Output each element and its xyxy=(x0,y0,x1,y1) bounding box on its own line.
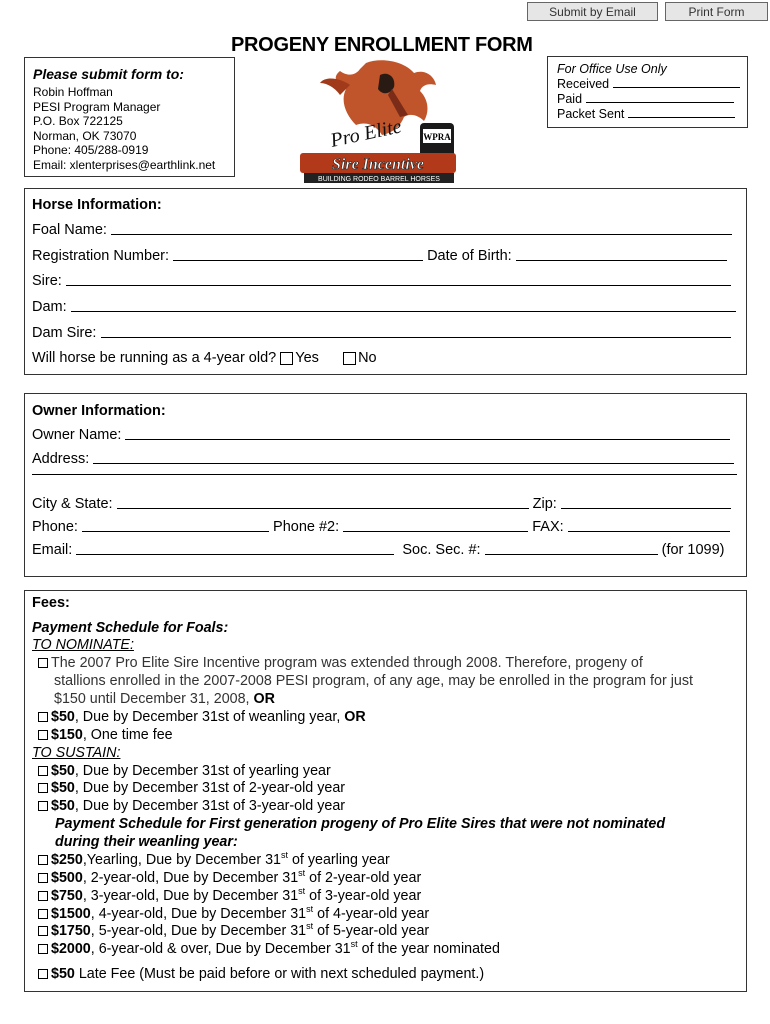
address-line: Phone: 405/288-0919 xyxy=(33,143,149,157)
address-line2-row xyxy=(32,473,737,478)
extended-text-line1: The 2007 Pro Elite Sire Incentive program was extended through 2008. Therefore, progeny of xyxy=(51,655,643,671)
city-state-label: City & State: xyxy=(32,496,113,512)
office-paid-row xyxy=(557,92,747,107)
fee-amount: $50 xyxy=(51,780,75,796)
dam-sire-row xyxy=(32,325,731,341)
first-gen-heading-line2: during their weanling year: xyxy=(55,834,238,850)
fee-amount: $2000 xyxy=(51,941,91,957)
dam-field[interactable] xyxy=(71,310,736,312)
fee-text: , 3-year-old, Due by December 31 xyxy=(82,888,299,904)
fee-amount: $1750 xyxy=(51,923,91,939)
fee-text: of yearling year xyxy=(287,852,390,868)
first-gen-option xyxy=(38,922,429,940)
dam-sire-label: Dam Sire: xyxy=(32,325,97,341)
office-received-line[interactable] xyxy=(613,77,740,88)
extended-text-line3a: $150 until December 31, 2008, xyxy=(54,691,254,707)
sustain-checkbox[interactable] xyxy=(38,801,48,811)
address-line: P.O. Box 722125 xyxy=(33,114,123,128)
date-of-birth-label: Date of Birth: xyxy=(427,248,512,264)
sire-label: Sire: xyxy=(32,273,62,289)
foal-name-label: Foal Name: xyxy=(32,222,107,238)
address-line: Email: xlenterprises@earthlink.net xyxy=(33,157,216,172)
yes-checkbox[interactable] xyxy=(280,352,293,365)
extended-option xyxy=(38,654,643,672)
fax-field[interactable] xyxy=(568,530,730,532)
zip-field[interactable] xyxy=(561,507,731,509)
sustain-option xyxy=(38,762,331,780)
ordinal-suffix: st xyxy=(298,886,306,897)
nominate-option-2 xyxy=(38,726,173,744)
fee-amount: $50 xyxy=(51,798,75,814)
fee-text: , 4-year-old, Due by December 31 xyxy=(90,906,307,922)
logo-line2: Sire Incentive xyxy=(332,156,424,173)
ordinal-suffix: st xyxy=(280,850,288,861)
dam-sire-field[interactable] xyxy=(101,336,731,338)
office-received-label: Received xyxy=(557,77,610,91)
city-state-field[interactable] xyxy=(117,507,529,509)
office-paid-label: Paid xyxy=(557,92,583,106)
fee-text: , 5-year-old, Due by December 31 xyxy=(90,923,307,939)
fee-text: of 2-year-old year xyxy=(305,870,422,886)
ssn-label: Soc. Sec. #: xyxy=(402,542,481,558)
registration-number-field[interactable] xyxy=(173,259,423,261)
four-year-old-question: Will horse be running as a 4-year old? xyxy=(32,350,277,366)
dam-label: Dam: xyxy=(32,299,67,315)
address-field[interactable] xyxy=(93,462,734,464)
fee-text: , 2-year-old, Due by December 31 xyxy=(82,870,299,886)
fee-amount: $50 xyxy=(51,966,75,982)
address-line: Norman, OK 73070 xyxy=(33,128,137,143)
zip-label: Zip: xyxy=(532,496,557,512)
or-text: OR xyxy=(344,709,366,725)
first-gen-option xyxy=(38,905,429,923)
owner-name-label: Owner Name: xyxy=(32,427,122,443)
fee-text: , 6-year-old & over, Due by December 31 xyxy=(90,941,351,957)
submit-by-email-button[interactable]: Submit by Email xyxy=(527,2,658,21)
no-checkbox[interactable] xyxy=(343,352,356,365)
ordinal-suffix: st xyxy=(350,939,358,950)
sustain-option xyxy=(38,779,345,797)
fee-amount: $50 xyxy=(51,763,75,779)
no-label: No xyxy=(358,350,377,366)
fee-text: , Due by December 31st of yearling year xyxy=(74,763,331,779)
fee-text: of 4-year-old year xyxy=(313,906,430,922)
extended-checkbox[interactable] xyxy=(38,658,48,668)
fax-label: FAX: xyxy=(532,519,564,535)
late-fee-checkbox[interactable] xyxy=(38,969,48,979)
fee-amount: $50 xyxy=(51,709,75,725)
registration-number-label: Registration Number: xyxy=(32,248,169,264)
fee-text: , Due by December 31st of weanling year, xyxy=(74,709,345,725)
date-of-birth-field[interactable] xyxy=(516,259,727,261)
address-line: Robin Hoffman xyxy=(33,85,113,99)
fee-text: Late Fee (Must be paid before or with next scheduled payment.) xyxy=(74,966,485,982)
pro-elite-logo xyxy=(296,55,461,185)
form-title: PROGENY ENROLLMENT FORM xyxy=(231,34,533,56)
four-year-old-row xyxy=(32,350,377,366)
print-form-button[interactable]: Print Form xyxy=(665,2,768,21)
first-gen-checkbox[interactable] xyxy=(38,926,48,936)
address-line2-field[interactable] xyxy=(32,473,737,475)
phone2-field[interactable] xyxy=(343,530,528,532)
fee-text: of 5-year-old year xyxy=(313,923,430,939)
phone-field[interactable] xyxy=(82,530,269,532)
fee-amount: $1500 xyxy=(51,906,91,922)
first-gen-checkbox[interactable] xyxy=(38,944,48,954)
logo-line1: Pro Elite xyxy=(328,115,404,152)
fee-text: of the year nominated xyxy=(357,941,500,957)
first-gen-option xyxy=(38,851,390,869)
ordinal-suffix: st xyxy=(306,904,314,915)
office-paid-line[interactable] xyxy=(586,92,734,103)
to-nominate-heading: TO NOMINATE: xyxy=(32,637,134,653)
nominate-50-checkbox[interactable] xyxy=(38,712,48,722)
fee-amount: $500 xyxy=(51,870,83,886)
submit-to-box xyxy=(24,57,235,177)
sustain-checkbox[interactable] xyxy=(38,766,48,776)
fee-text: ,Yearling, Due by December 31 xyxy=(82,852,281,868)
logo-badge-text: WPRA xyxy=(423,132,451,142)
horse-info-heading: Horse Information: xyxy=(32,197,162,213)
fee-amount: $750 xyxy=(51,888,83,904)
sire-row xyxy=(32,273,731,289)
office-received-row xyxy=(557,77,747,92)
address-line: PESI Program Manager xyxy=(33,99,161,114)
extended-text-line3 xyxy=(54,690,275,708)
office-packet-line[interactable] xyxy=(628,107,735,118)
first-gen-option xyxy=(38,940,500,958)
fee-amount: $250 xyxy=(51,852,83,868)
phone-label: Phone: xyxy=(32,519,78,535)
ordinal-suffix: st xyxy=(306,921,314,932)
office-use-box xyxy=(547,56,748,128)
for-1099-note: (for 1099) xyxy=(661,542,725,558)
fee-text: of 3-year-old year xyxy=(305,888,422,904)
email-field[interactable] xyxy=(76,553,394,555)
sustain-option xyxy=(38,797,345,815)
nominate-150-checkbox[interactable] xyxy=(38,730,48,740)
foal-name-row xyxy=(32,222,732,238)
yes-label: Yes xyxy=(295,350,319,366)
email-row xyxy=(32,542,725,558)
or-text: OR xyxy=(253,691,275,707)
first-gen-checkbox[interactable] xyxy=(38,873,48,883)
first-gen-option xyxy=(38,887,421,905)
to-sustain-heading: TO SUSTAIN: xyxy=(32,745,121,761)
first-gen-checkbox[interactable] xyxy=(38,855,48,865)
email-label: Email: xyxy=(32,542,73,558)
late-fee-option xyxy=(38,965,484,983)
fee-text: , Due by December 31st of 2-year-old year xyxy=(74,780,346,796)
sire-field[interactable] xyxy=(66,284,731,286)
office-packet-row xyxy=(557,107,747,122)
first-gen-checkbox[interactable] xyxy=(38,891,48,901)
owner-info-heading: Owner Information: xyxy=(32,403,166,419)
fee-text: , One time fee xyxy=(82,727,173,743)
registration-row xyxy=(32,248,727,264)
phone-row xyxy=(32,519,730,535)
fee-text: , Due by December 31st of 3-year-old year xyxy=(74,798,346,814)
ordinal-suffix: st xyxy=(298,868,306,879)
phone2-label: Phone #2: xyxy=(273,519,340,535)
fee-amount: $150 xyxy=(51,727,83,743)
dam-row xyxy=(32,299,736,315)
office-packet-label: Packet Sent xyxy=(557,107,625,121)
owner-name-row xyxy=(32,427,730,443)
foal-name-field[interactable] xyxy=(111,233,732,235)
first-gen-heading-line1: Payment Schedule for First generation progeny of Pro Elite Sires that were not nominated xyxy=(55,816,666,832)
sustain-checkbox[interactable] xyxy=(38,783,48,793)
office-use-heading: For Office Use Only xyxy=(557,62,667,76)
first-gen-option xyxy=(38,869,421,887)
foals-schedule-heading: Payment Schedule for Foals: xyxy=(32,620,229,636)
extended-text-line2: stallions enrolled in the 2007-2008 PESI program, of any age, may be enrolled in the program for just xyxy=(54,673,693,689)
address-row xyxy=(32,451,734,467)
submit-to-heading: Please submit form to: xyxy=(33,66,184,82)
address-label: Address: xyxy=(32,451,90,467)
logo-line3: BUILDING RODEO BARREL HORSES xyxy=(318,176,440,183)
city-zip-row xyxy=(32,496,731,512)
first-gen-checkbox[interactable] xyxy=(38,909,48,919)
owner-name-field[interactable] xyxy=(125,438,730,440)
horse-rider-logo-image xyxy=(296,55,461,185)
fees-heading: Fees: xyxy=(32,595,70,611)
ssn-field[interactable] xyxy=(485,553,658,555)
nominate-option-1 xyxy=(38,708,366,726)
